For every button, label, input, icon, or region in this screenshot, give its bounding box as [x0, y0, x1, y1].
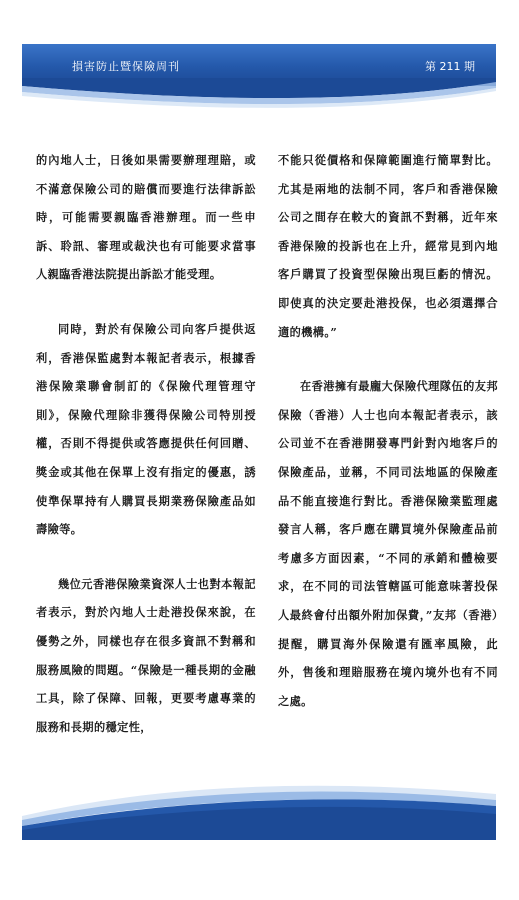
paragraph: 幾位元香港保險業資深人士也對本報記者表示，對於內地人士赴港投保來說，在優勢之外，同樣也存在很多資訊不對稱和服務風險的問題。“保險是一種長期的金融工具，除了保障、回報，更要考慮專業的服務和長期的穩定性， — [36, 576, 256, 734]
left-column — [36, 146, 256, 767]
paragraph: 同時，對於有保險公司向客戶提供返利，香港保監處對本報記者表示，根據香港保險業聯會制訂的《保險代理管理守則》，保險代理除非獲得保險公司特別授權，否則不得提供或答應提供任何回贈、獎金或其他在保單上沒有指定的優惠，誘使準保單持有人購買長期業務保險產品如壽險等。 — [36, 321, 256, 537]
issue-number: 第 211 期 — [425, 60, 475, 73]
right-column — [278, 146, 498, 741]
paragraph: 的內地人士，日後如果需要辦理理賠，或不滿意保險公司的賠償而要進行法律訴訟時，可能需要親臨香港辦理。而一些申訴、聆訊、審理或裁決也有可能要求當事人親臨香港法院提出訴訟才能受理。 — [36, 153, 256, 282]
publication-title: 損害防止暨保險周刊 — [72, 60, 180, 73]
paragraph: 在香港擁有最龐大保險代理隊伍的友邦保險（香港）人士也向本報記者表示，該公司並不在香港開發專門針對內地客戶的保險產品，並稱，不同司法地區的保險產品不能直接進行對比。香港保險業監理處發言人稱，客戶應在購買境外保險產品前考慮多方面因素，“不同的承銷和體檢要求，在不同的司法管轄區可能意味著投保人最終會付出額外附加保費，”友邦（香港）提醒，購買海外保險還有匯率風險，此外，售後和理賠服務在境內境外也有不同之處。 — [278, 379, 498, 708]
paragraph: 不能只從價格和保障範圍進行簡單對比。尤其是兩地的法制不同，客戶和香港保險公司之間存在較大的資訊不對稱，近年來香港保險的投訴也在上升，經常見到內地客戶購買了投資型保險出現巨虧的情況。即使真的決定要赴港投保，也必須選擇合適的機構。” — [278, 153, 498, 339]
header-swoosh — [22, 78, 496, 118]
footer-swoosh — [22, 760, 496, 840]
